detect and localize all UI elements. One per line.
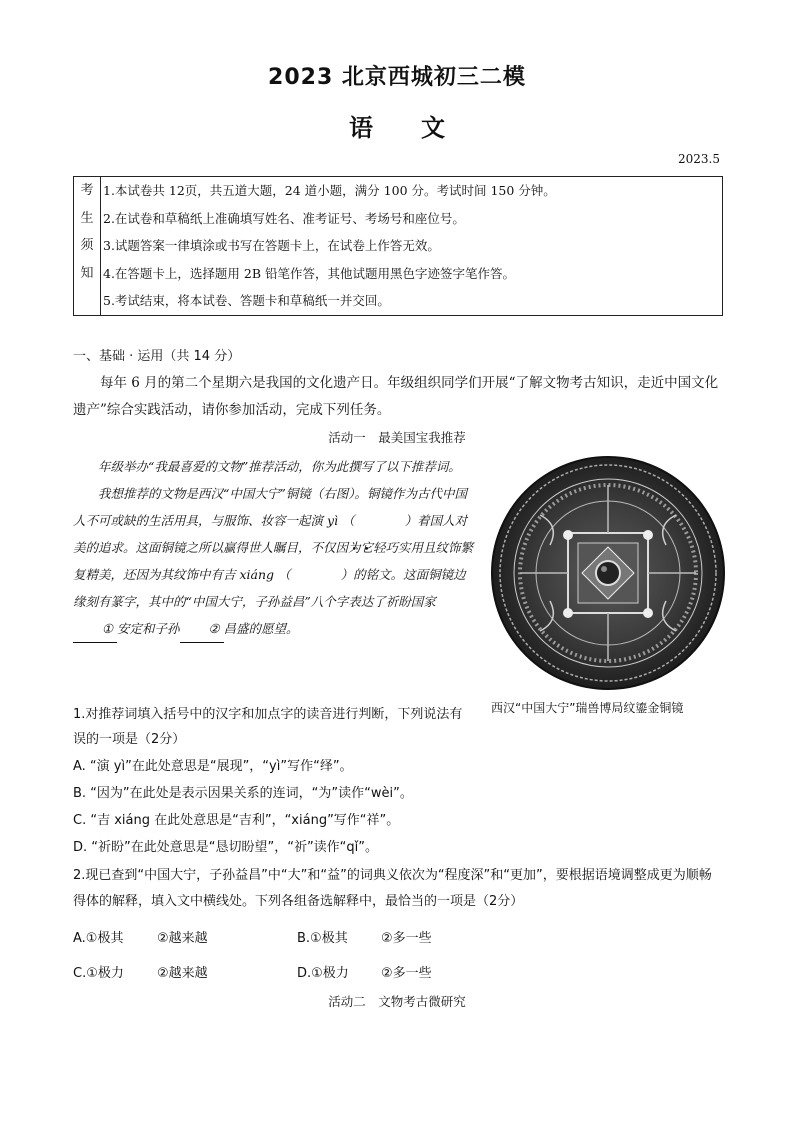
rec-text: 因 • [336, 540, 349, 555]
exam-notice-table [73, 176, 723, 316]
rec-text: 昌盛的愿望。 [223, 621, 299, 636]
q2-option-c-2: ②越来越 [157, 966, 208, 981]
notice-rule: 1.本试卷共 12页，共五道大题，24 道小题，满分 100 分。考试时间 150 分钟。 [103, 183, 556, 198]
activity-2-heading: 活动二 文物考古微研究 [328, 994, 466, 1009]
pinyin: xiáng [239, 567, 275, 582]
q2-option-c: C.①极力 [73, 966, 124, 981]
rec-text: 它轻巧实用且纹饰繁复精美，还因为其纹饰中有吉 [73, 540, 474, 582]
subject-char-2: 文 [421, 114, 445, 142]
question-1-stem [73, 702, 477, 727]
notice-rules [101, 177, 723, 316]
notice-side-char: 知 [80, 265, 94, 281]
question-2-stem: 2.现已查到“中国大宁，子孙益昌”中“大”和“益”的词典义依次为“程度深”和“更加”，要根据语境调整成更为顺畅得体的解释，填入文中横线处。下列各组备选解释中，最恰当的一项是（2分） [73, 868, 712, 909]
dotted-char: 为 • [348, 540, 361, 555]
q2-options-row-2 [73, 962, 723, 981]
subject-char-1: 语 [349, 114, 373, 142]
rec-text: 我想推荐的文物是西汉“中国大宁”铜镜（右图）。铜镜作为古代中国人不可或缺的生活用具，与服饰、妆容一起演 [73, 486, 468, 528]
recommendation-text [73, 453, 477, 643]
section-heading: 一、基础 · 运用（共 14 分） [73, 349, 241, 364]
subject-title [0, 108, 794, 143]
pinyin: yì [327, 513, 339, 528]
rec-paragraph [73, 480, 477, 643]
q2-option-b-2: ②多一些 [381, 931, 432, 946]
question-1 [73, 727, 723, 860]
blank-2: ② [180, 615, 224, 643]
q2-option-b: B.①极其 [297, 931, 348, 946]
notice-rule: 5.考试结束，将本试卷、答题卡和草稿纸一并交回。 [103, 293, 390, 309]
activity-1-heading: 活动一 最美国宝我推荐 [328, 430, 466, 445]
exam-title: 2023 北京西城初三二模 [268, 65, 526, 90]
q1-stem-line: 误的一项是（2分） [73, 732, 186, 747]
q2-options-row-1 [73, 927, 723, 946]
q1-option-c: C. “吉 xiáng 在此处意思是“吉利”，“xiáng”写作“祥”。 [73, 813, 400, 828]
q2-option-d-2: ②多一些 [381, 966, 432, 981]
bracket: （ ） [278, 567, 354, 582]
rec-text: 着国人对美的追求。这面铜镜之所以赢得世人瞩目，不仅 [73, 513, 468, 555]
notice-rule: 3.试题答案一律填涂或书写在答题卡上，在试卷上作答无效。 [103, 238, 440, 254]
image-caption: 西汉“中国大宁”瑞兽博局纹鎏金铜镜 [491, 701, 684, 715]
notice-side-char: 须 [80, 238, 94, 254]
rec-text: 的铭文。这面铜镜边缘刻有篆字，其中的“中国大宁，子孙益昌”八个字表达了祈盼国家 [73, 567, 466, 609]
section-intro [73, 370, 723, 424]
notice-side-char: 生 [80, 210, 94, 226]
q2-option-d: D.①极力 [297, 966, 349, 981]
q2-option-a: A.①极其 [73, 931, 124, 946]
q1-option-b: B. “因为”在此处是表示因果关系的连词，“为”读作“wèi”。 [73, 786, 413, 801]
rec-line: 年级举办“我最喜爱的文物”推荐活动，你为此撰写了以下推荐词。 [98, 459, 461, 474]
q2-option-a-2: ②越来越 [157, 931, 208, 946]
notice-side-label [74, 177, 101, 316]
blank-1: ① [73, 615, 117, 643]
q1-option-d: D. “祈盼”在此处意思是“恳切盼望”，“祈”读作“qǐ”。 [73, 840, 379, 855]
q1-stem-line: 1.对推荐词填入括号中的汉字和加点字的读音进行判断，下列说法有 [73, 707, 463, 722]
notice-rule: 4.在答题卡上，选择题用 2B 铅笔作答，其他试题用黑色字迹签字笔作答。 [103, 265, 516, 281]
bracket: （ ） [342, 513, 418, 528]
q1-option-a: A. “演 yì”在此处意思是“展现”，“yì”写作“绎”。 [73, 759, 353, 774]
notice-side-char: 考 [80, 183, 94, 198]
notice-rule: 2.在试卷和草稿纸上准确填写姓名、准考证号、考场号和座位号。 [103, 210, 465, 226]
rec-text: 安定和子孙 [117, 621, 180, 636]
intro-text: 每年 6 月的第二个星期六是我国的文化遗产日。年级组织同学们开展“了解文物考古知识，走近中国文化遗产”综合实践活动，请你参加活动，完成下列任务。 [73, 375, 719, 418]
bronze-mirror-image [490, 455, 726, 691]
exam-date: 2023.5 [678, 152, 720, 166]
